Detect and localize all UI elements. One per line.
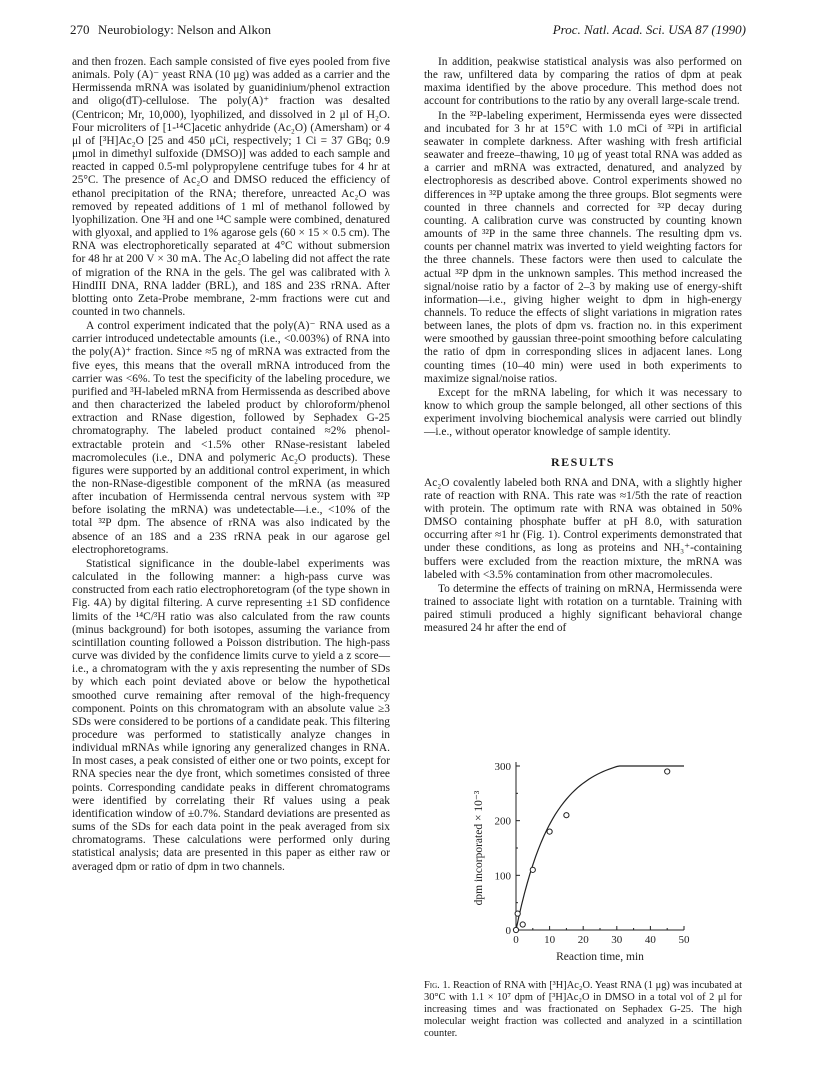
paragraph: Statistical significance in the double-label experiments was calculated in the following manner: a high-pass curve was constructed from each ratio electrophoretogram (of the type shown in Fig. 4A) by digital filtering. A curve representing ±1 SD confidence limits of the ¹⁴C/³H ratio was also calculated from the raw counts (minus background) for both isotopes, assuming the variance from scintillation counting followed a Poisson distribution. The high-pass curve was divided by the confidence limits curve to yield a z score—i.e., a chromatogram with the y axis representing the number of SDs by which each point deviated above or below the hypothetical smoothed curve remaining after removal of the high-frequency component. Points on this chromatogram with an absolute value ≥3 SDs were considered to be portions of a candidate peak. This filtering procedure was performed to statistically analyze changes in individual mRNAs while ignoring any generalized changes in RNA. In most cases, a peak consisted of either one or two points, except for RNA species near the dye front, which sometimes consisted of three points. Corresponding candidate peaks in different chromatograms were identified by correlating their Rf values using a peak identification window of ±0.7%. Standard deviations are presented as sums of the SDs for each data point in the peak averaged from six chromatograms. These calculations were performed only during statistical analysis; data are presented in this paper as either raw or averaged dpm or ratio of dpm in two channels. (72, 557, 391, 873)
figure-1-chart (424, 750, 742, 978)
results-heading: RESULTS (550, 454, 616, 469)
x-tick-label: 50 (678, 934, 690, 946)
x-tick-label: 10 (544, 934, 556, 946)
data-point (564, 813, 569, 818)
data-point (547, 829, 552, 834)
paragraph: In addition, peakwise statistical analysis was also performed on the raw, unfiltered data by comparing the ratios of dpm at peak maxima identified by the above procedure. This method does not account for contributions to the ratio by any overall large-scale trend. (424, 56, 742, 108)
fitted-curve (516, 766, 684, 930)
caption-text: Reaction of RNA with [³H]Ac₂O. Yeast RNA (1 μg) was incubated at 30°C with 1.1 × 10⁷ dpm of [³H]Ac₂O in DMSO in a total vol of 2 μl for increasing times and was fractionated on Sephadex G-25. The high molecular weight fraction was collected and analyzed in a scintillation counter. (424, 980, 742, 1039)
left-column (72, 56, 390, 874)
y-tick-label: 200 (494, 815, 511, 828)
x-tick-label: 20 (577, 934, 589, 946)
paragraph: A control experiment indicated that the poly(A)⁻ RNA used as a carrier introduced undetectable amounts (i.e., <0.003%) of RNA into the poly(A)⁺ fraction. Since ≈5 ng of mRNA was extracted from the five eyes, this means that the overall mRNA introduced from the carrier was <6%. To test the specificity of the labeling procedure, we purified and ³H-labeled mRNA from Hermissenda as described above and then characterized the labeled product by chloroform/phenol extraction and RNase digestion, followed by Sephadex G-25 chromatography. The labeled product contained ≈2% phenol-extractable protein and <1.5% other RNase-resistant labeled macromolecules (i.e., DNA and polymeric Ac₂O products). These figures were supported by an additional control experiment, in which the non-RNase-digestible component of the mRNA (as measured after incubation of Hermissenda central nervous system with ³²P before isolating the mRNA) was undetectable—i.e., <10% of the total ³²P dpm. The absence of rRNA was also indicated by the absence of an 18S and a 23S rRNA peak in our agarose gel electrophoretograms. (72, 320, 390, 556)
x-tick-label: 40 (644, 934, 656, 946)
y-tick-label: 0 (505, 925, 511, 937)
right-column (424, 56, 742, 636)
data-point (520, 922, 525, 927)
caption-label: Fig. 1. (424, 980, 451, 991)
running-head-authors: Neurobiology: Nelson and Alkon (98, 22, 271, 37)
paragraph: To determine the effects of training on mRNA, Hermissenda were trained to associate light with rotation on a turntable. Training with paired stimuli produced a highly significant behavioral change measured 24 hr after the end of (424, 582, 742, 635)
paragraph: In the ³²P-labeling experiment, Hermissenda eyes were dissected and incubated for 3 hr at 15°C with 1.0 mCi of ³²Pi in artificial seawater in complete darkness. After washing with fresh artificial seawater and freeze–thawing, 10 μg of yeast total RNA was added as a carrier and mRNA was extracted, denatured, and analyzed by electrophoresis as described above. Control experiments showed no differences in ³²P uptake among the three groups. Blot segments were counted in three channels and corrected for ³²P decay during counting. A calibration curve was constructed by counting known amounts of ³²P in the same three channels. The resulting dpm vs. counts per channel matrix was inverted to yield weighting factors for the three channels. These factors were then used to calculate the actual ³²P dpm in the unknown samples. This method increased the signal/noise ratio by a factor of 2–3 by making use of energy-shift information—i.e., giving higher weight to dpm in high-energy channels. To reduce the effects of slight variations in migration rates between lanes, the plots of dpm vs. fraction no. in this experiment were smoothed by gaussian three-point smoothing before calculating the ratio of dpm in corresponding slices in adjacent lanes. Long counting times (10–40 min) were used in both experiments to maximize signal/noise ratios. (424, 109, 742, 385)
y-tick-label: 300 (494, 761, 511, 773)
chart-svg (424, 750, 742, 978)
figure-caption (424, 980, 742, 1040)
paragraph: Ac₂O covalently labeled both RNA and DNA, with a slightly higher rate of reaction with RNA. This rate was ≈1/5th the rate of reaction with protein. The optimum rate with RNA was obtained in 50% DMSO containing phosphate buffer at pH 8.0, with saturation occurring after ≈1 hr (Fig. 1). Control experiments demonstrated that under these conditions, as long as proteins and NH₃⁺-containing buffers were excluded from the reaction mixture, the mRNA was labeled with <3.5% contamination from other macromolecules. (424, 476, 742, 581)
y-tick-label: 100 (494, 870, 511, 883)
paragraph: and then frozen. Each sample consisted of five eyes pooled from five animals. Poly (A)⁻ yeast RNA (10 μg) was added as a carrier and the Hermissenda mRNA was isolated by guanidinium/phenol extraction and oligo(dT)-cellulose. The poly(A)⁺ fraction was desalted (Centricon; Mr, 10,000), lyophilized, and dissolved in 2 μl of H₂O. Four microliters of [1-¹⁴C]acetic anhydride (Ac₂O) (Amersham) or 4 μl of [³H]Ac₂O [25 and 450 μCi, respectively; 1 Ci = 37 GBq; 0.9 μmol in dimethyl sulfoxide (DMSO)] was added to each sample and reacted in capped 0.5-ml polypropylene centrifuge tubes for 4 hr at 25°C. The presence of Ac₂O and DMSO reduced the efficiency of ethanol precipitation of the RNA; therefore, unreacted Ac₂O was removed by repeated additions of 1 ml of methanol followed by lyophilization. One ³H and one ¹⁴C sample were combined, denatured with glyoxal, and applied to 1% agarose gels (60 × 15 × 0.5 cm). The RNA was electrophoretically separated at 4°C without submersion for 48 hr at 200 V × 30 mA. The Ac₂O labeling did not affect the rate of migration of the RNA in the gels. The gel was calibrated with λ HindIII DNA, RNA ladder (BRL), and 18S and 23S rRNA. After blotting onto Zeta-Probe membrane, 2-mm fractions were cut and counted in two channels. (72, 56, 390, 318)
page-number: 270 (70, 22, 90, 37)
y-axis-title: dpm incorporated × 10⁻³ (473, 790, 485, 906)
data-point (515, 911, 520, 916)
x-tick-label: 0 (513, 934, 519, 946)
x-axis-title: Reaction time, min (556, 951, 644, 963)
data-point (530, 867, 535, 872)
data-point (665, 769, 670, 774)
journal-citation: Proc. Natl. Acad. Sci. USA 87 (1990) (552, 22, 746, 37)
running-header (70, 22, 746, 40)
paragraph: Except for the mRNA labeling, for which it was necessary to know to which group the sample belonged, all other sections of this experiment involving biochemical analysis were carried out blindly—i.e., without operator knowledge of sample identity. (424, 386, 742, 439)
x-tick-label: 30 (611, 934, 623, 946)
data-point (513, 927, 518, 932)
